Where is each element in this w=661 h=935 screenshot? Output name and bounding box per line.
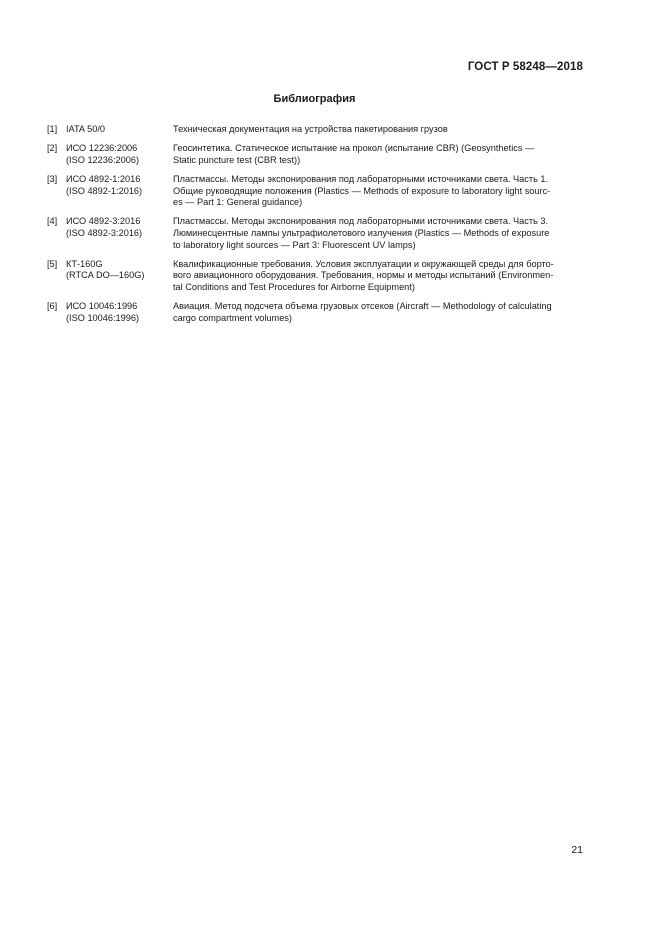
title-line: tal Conditions and Test Procedures for Airborne Equipment)	[173, 281, 415, 292]
code-line: (ISO 4892-3:2016)	[66, 227, 143, 238]
entry-standard-code	[66, 174, 173, 209]
entry-number: [4]	[47, 216, 58, 227]
code-line: КТ-160G	[66, 258, 103, 269]
entry-title	[173, 174, 584, 209]
title-line: Пластмассы. Методы экспонирования под лабораторными источниками света. Часть 1.	[173, 173, 549, 184]
document-code: ГОСТ Р 58248—2018	[467, 61, 583, 73]
entry-standard-code	[66, 124, 173, 136]
title-line: вого авиационного оборудования. Требования, нормы и методы испытаний (Environmen-	[173, 270, 554, 281]
bibliography-entry	[47, 143, 584, 166]
bibliography-entry	[47, 216, 584, 251]
bibliography-list	[47, 124, 584, 332]
bibliography-entry	[47, 259, 584, 294]
bibliography-entry	[47, 301, 584, 324]
title-line: Техническая документация на устройства пакетирования грузов	[173, 124, 448, 134]
entry-standard-code	[66, 216, 173, 251]
entry-title	[173, 259, 584, 294]
page-number: 21	[571, 844, 583, 856]
entry-number: [2]	[47, 143, 58, 154]
entry-standard-code	[66, 143, 173, 166]
title-line: cargo compartment volumes)	[173, 312, 292, 323]
entry-title	[173, 301, 584, 324]
entry-number: [6]	[47, 301, 58, 312]
entry-title	[173, 124, 584, 136]
entry-number: [5]	[47, 258, 58, 269]
title-line: Геосинтетика. Статическое испытание на прокол (испытание CBR) (Geosynthetics —	[173, 143, 535, 154]
title-line: Авиация. Метод подсчета объема грузовых отсеков (Aircraft — Methodology of calculating	[173, 301, 552, 312]
code-line: (RTCA DO—160G)	[66, 270, 145, 281]
bibliography-entry	[47, 124, 584, 136]
entry-title	[173, 143, 584, 166]
entry-title	[173, 216, 584, 251]
code-line: (ISO 4892-1:2016)	[66, 185, 143, 196]
title-line: Общие руководящие положения (Plastics — Methods of exposure to laboratory light sourc-	[173, 185, 551, 196]
entry-number: [1]	[47, 124, 58, 134]
bibliography-title: Библиография	[273, 93, 356, 105]
entry-standard-code	[66, 301, 173, 324]
code-line: ИСО 4892-1:2016	[66, 173, 141, 184]
bibliography-entry	[47, 174, 584, 209]
entry-number: [3]	[47, 173, 58, 184]
title-line: Квалификационные требования. Условия эксплуатации и окружающей среды для борто-	[173, 258, 554, 269]
title-line: to laboratory light sources — Part 3: Fluorescent UV lamps)	[173, 239, 416, 250]
title-line: Люминесцентные лампы ультрафиолетового излучения (Plastics — Methods of exposure	[173, 227, 550, 238]
title-line: es — Part 1: General guidance)	[173, 197, 303, 208]
entry-standard-code	[66, 259, 173, 294]
code-line: IATA 50/0	[66, 124, 105, 134]
code-line: ИСО 12236:2006	[66, 143, 138, 154]
code-line: ИСО 4892-3:2016	[66, 216, 141, 227]
code-line: (ISO 12236:2006)	[66, 154, 140, 165]
code-line: (ISO 10046:1996)	[66, 312, 140, 323]
title-line: Static puncture test (CBR test))	[173, 154, 301, 165]
title-line: Пластмассы. Методы экспонирования под лабораторными источниками света. Часть 3.	[173, 216, 549, 227]
code-line: ИСО 10046:1996	[66, 301, 138, 312]
